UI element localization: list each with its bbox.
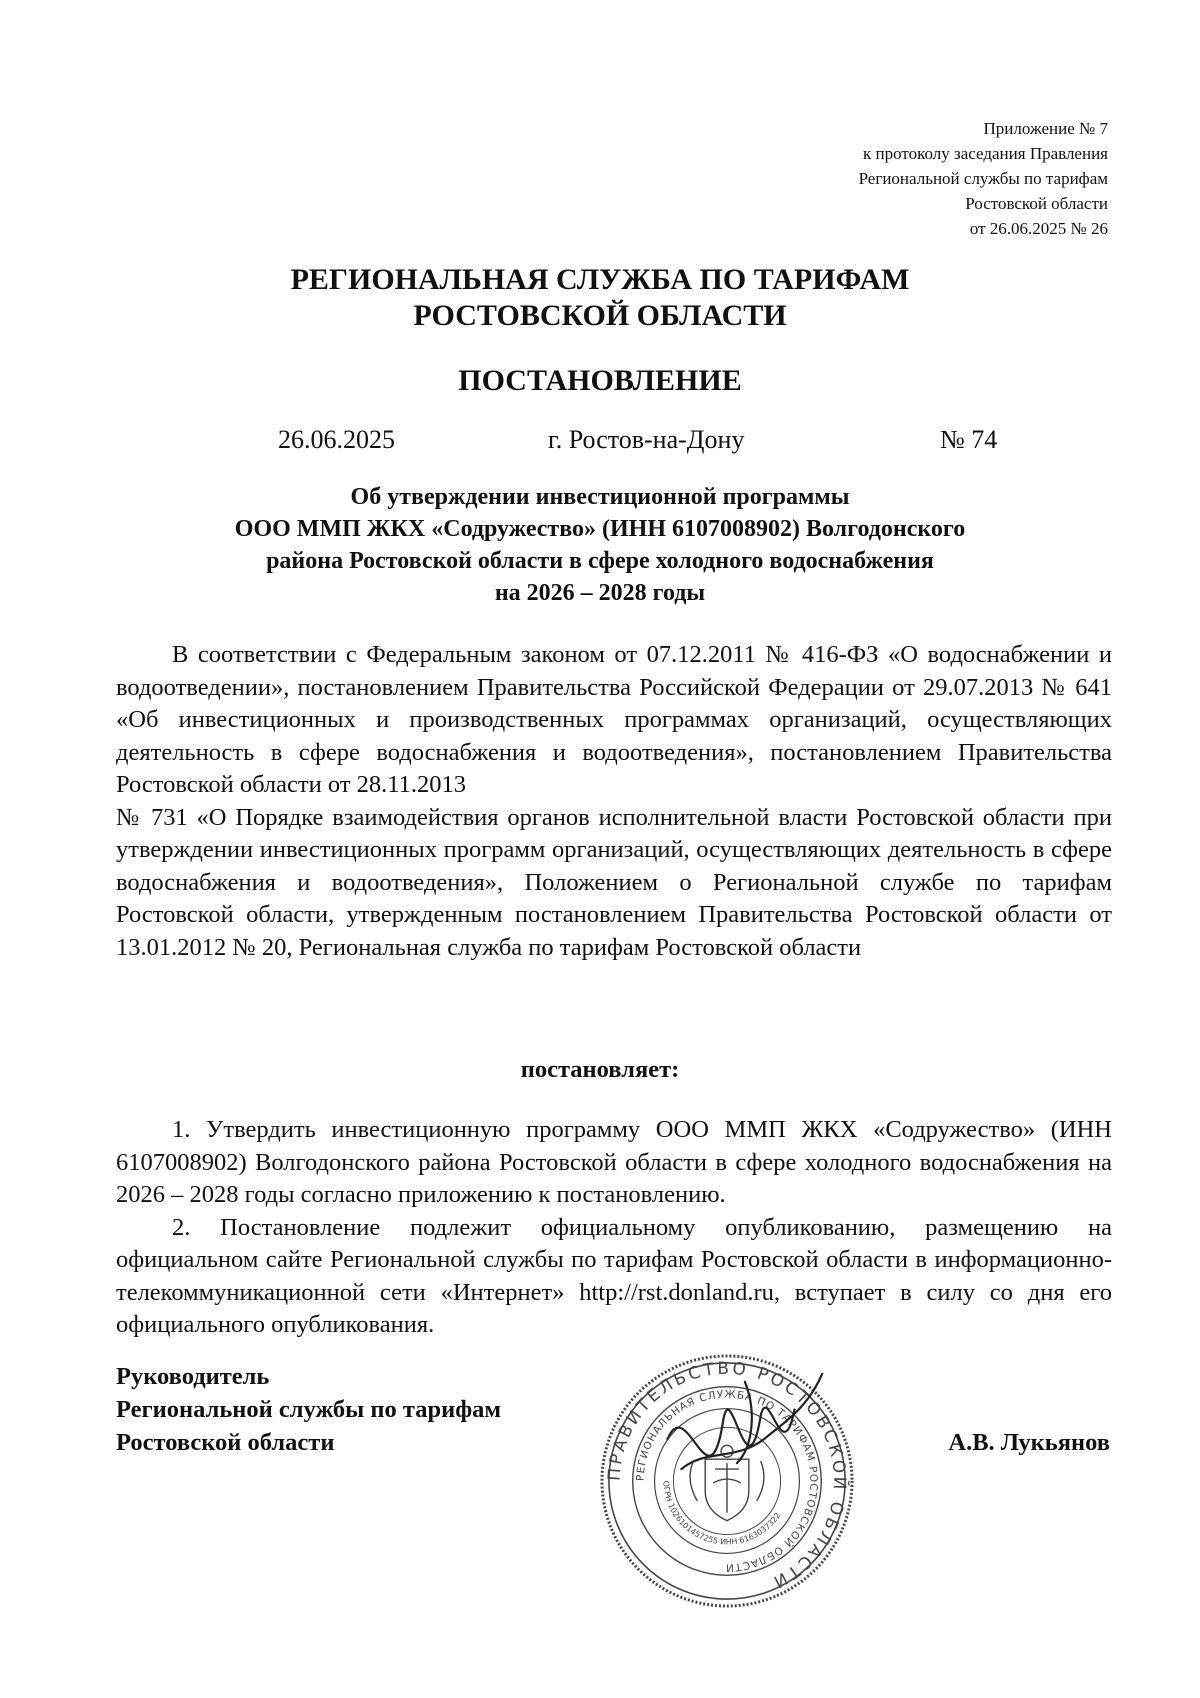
document-city: г. Ростов-на-Дону [548,425,745,454]
signer-title-line-1: Руководитель [116,1363,270,1390]
decree-item-1: 1. Утвердить инвестиционную программу ООО ММП ЖКХ «Содружество» (ИНН 6107008902) Волгодонского района Ростовской области в сфере холодного водоснабжения на 2026 – 2028 годы согласно приложению к постановлению. [116,1116,1112,1208]
document-number: № 74 [940,425,998,454]
coat-of-arms-emblem [690,1445,764,1520]
appendix-line-1: Приложение № 7 [983,119,1108,138]
subject-line-2: ООО ММП ЖКХ «Содружество» (ИНН 6107008902) Волгодонского [234,516,966,542]
signer-title-line-2: Региональной службы по тарифам [116,1396,502,1423]
subject-line-3: района Ростовской области в сфере холодного водоснабжения [266,548,934,574]
decree-word: постановляет: [520,1056,680,1083]
signer-name: А.В. Лукьянов [948,1429,1110,1456]
subject-line-1: Об утверждении инвестиционной программы [350,484,850,510]
decree-items [116,1114,1112,1342]
seal-ogrn-text-path: ОГРН 1026101457255 ИНН 6163037322 [661,1480,783,1547]
preamble-part-2: № 731 «О Порядке взаимодействия органов исполнительной власти Ростовской области при утверждении инвестиционных программ организаций, осуществляющих деятельность в сфере водоснабжения и водоотведения», Положением о Региональной службе по тарифам Ростовской области, утвержденным постановлением Правительства Ростовской области от 13.01.2012 № 20, Региональная служба по тарифам Ростовской области [116,803,1112,961]
document-type-heading: ПОСТАНОВЛЕНИЕ [458,364,742,397]
organization-title-line-2: РОСТОВСКОЙ ОБЛАСТИ [413,299,787,332]
document-date: 26.06.2025 [278,425,395,454]
organization-title [0,262,1200,334]
document-subject [0,481,1200,609]
preamble-part-1: В соответствии с Федеральным законом от 07.12.2011 № 416-ФЗ «О водоснабжении и водоотведении», постановлением Правительства Российской Федерации от 29.07.2013 № 641 «Об инвестиционных и производственных программах организаций, осуществляющих деятельность в сфере водоснабжения и водоотведения», постановлением Правительства Ростовской области от 28.11.2013 [116,641,1112,798]
appendix-line-5: от 26.06.2025 № 26 [969,219,1108,238]
seal-inner-text-path: РЕГИОНАЛЬНАЯ СЛУЖБА ПО ТАРИФАМ РОСТОВСКОЙ ОБЛАСТИ [634,1388,820,1574]
official-seal [598,1352,856,1610]
seal-ogrn-text [661,1481,782,1547]
preamble [116,639,1112,964]
signer-title-line-3: Ростовской области [116,1429,335,1456]
appendix-line-3: Региональной службы по тарифам [858,169,1108,188]
decree-item-2: 2. Постановление подлежит официальному опубликованию, размещению на официальном сайте Региональной службы по тарифам Ростовской области в информационно-телекоммуникационной сети «Интернет» http://rst.donland.ru, вступает в силу со дня его официального опубликования. [116,1213,1112,1338]
appendix-note [859,116,1108,241]
subject-line-4: на 2026 – 2028 годы [494,580,706,606]
appendix-line-4: Ростовской области [965,194,1108,213]
signer-title [116,1360,501,1459]
appendix-line-2: к протоколу заседания Правления [863,144,1108,163]
seal-outer-text-path: ПРАВИТЕЛЬСТВО РОСТОВСКОЙ ОБЛАСТИ [603,1357,851,1594]
organization-title-line-1: РЕГИОНАЛЬНАЯ СЛУЖБА ПО ТАРИФАМ [290,263,910,296]
